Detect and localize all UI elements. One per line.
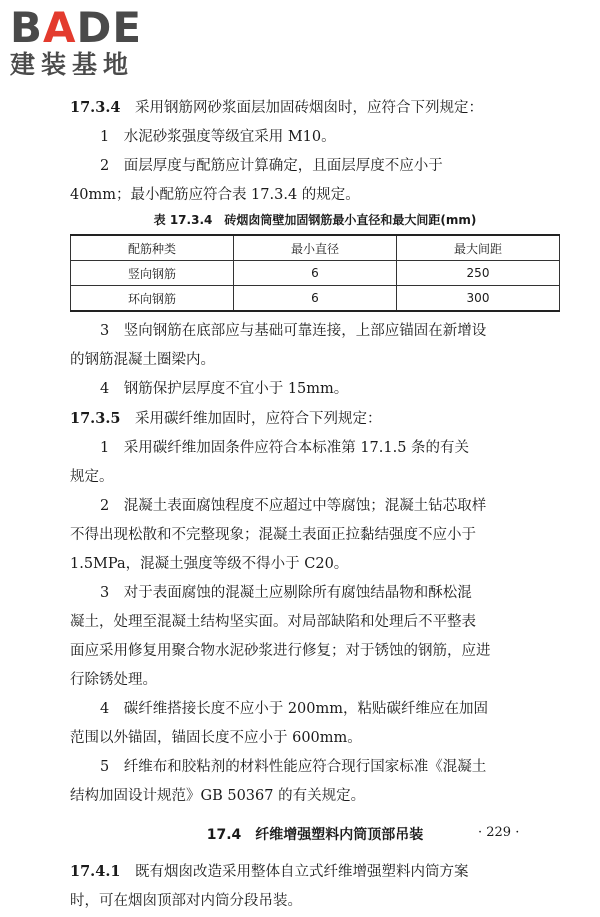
table-cell: 6 [234,261,397,286]
logo-wordmark: BADE [10,3,143,52]
table-header-row [71,235,560,261]
clause-item-cont: 面应采用修复用聚合物水泥砂浆进行修复；对于锈蚀的钢筋，应进 [70,643,491,659]
table-row [71,261,560,286]
clause-17-3-5: 17.3.5 采用碳纤维加固时，应符合下列规定： [70,410,382,427]
clause-item: 4 钢筋保护层厚度不宜小于 15mm。 [100,381,349,397]
table-cell: 竖向钢筋 [71,261,234,286]
rebar-table [70,234,560,312]
clause-17-3-4: 17.3.4 采用钢筋网砂浆面层加固砖烟囱时，应符合下列规定： [70,99,483,116]
clause-item-cont: 1.5MPa，混凝土强度等级不得小于 C20。 [70,556,349,572]
page-number: · 229 · [478,825,520,840]
table-cell: 环向钢筋 [71,286,234,312]
clause-item-cont: 结构加固设计规范》GB 50367 的有关规定。 [70,788,366,804]
table-row [71,286,560,312]
page-content [70,94,560,917]
table-cell: 300 [397,286,560,312]
clause-item-cont: 凝土，处理至混凝土结构坚实面。对局部缺陷和处理后不平整表 [70,614,476,630]
section-heading-17-4: 17.4 纤维增强塑料内筒顶部吊装 [206,827,424,843]
clause-item-cont: 40mm；最小配筋应符合表 17.3.4 的规定。 [70,187,360,203]
table-header: 最小直径 [234,235,397,261]
clause-item-cont: 时，可在烟囱顶部对内筒分段吊装。 [70,893,302,909]
clause-17-4-1: 17.4.1 既有烟囱改造采用整体自立式纤维增强塑料内筒方案 [70,863,469,880]
clause-item: 4 碳纤维搭接长度不应小于 200mm，粘贴碳纤维应在加固 [100,701,489,717]
clause-item: 3 对于表面腐蚀的混凝土应剔除所有腐蚀结晶物和酥松混 [100,585,472,601]
logo [10,3,143,80]
clause-item: 2 混凝土表面腐蚀程度不应超过中等腐蚀；混凝土钻芯取样 [100,498,487,514]
table-header: 配筋种类 [71,235,234,261]
clause-item: 1 水泥砂浆强度等级宜采用 M10。 [100,129,336,145]
clause-item-cont: 规定。 [70,469,114,485]
table-header: 最大间距 [397,235,560,261]
logo-subtitle: 建装基地 [10,50,135,79]
clause-item-cont: 不得出现松散和不完整现象；混凝土表面正拉黏结强度不应小于 [70,527,476,543]
clause-item: 3 竖向钢筋在底部应与基础可靠连接，上部应锚固在新增设 [100,323,487,339]
clause-item-cont: 的钢筋混凝土圈梁内。 [70,352,215,368]
table-cell: 250 [397,261,560,286]
table-cell: 6 [234,286,397,312]
clause-item: 2 面层厚度与配筋应计算确定，且面层厚度不应小于 [100,158,443,174]
table-caption: 表 17.3.4 砖烟囱筒壁加固钢筋最小直径和最大间距(mm) [153,213,477,227]
clause-item: 1 采用碳纤维加固条件应符合本标准第 17.1.5 条的有关 [100,440,470,456]
clause-item-cont: 范围以外锚固，锚固长度不应小于 600mm。 [70,730,362,746]
clause-item: 5 纤维布和胶粘剂的材料性能应符合现行国家标准《混凝土 [100,759,487,775]
clause-item-cont: 行除锈处理。 [70,672,157,688]
